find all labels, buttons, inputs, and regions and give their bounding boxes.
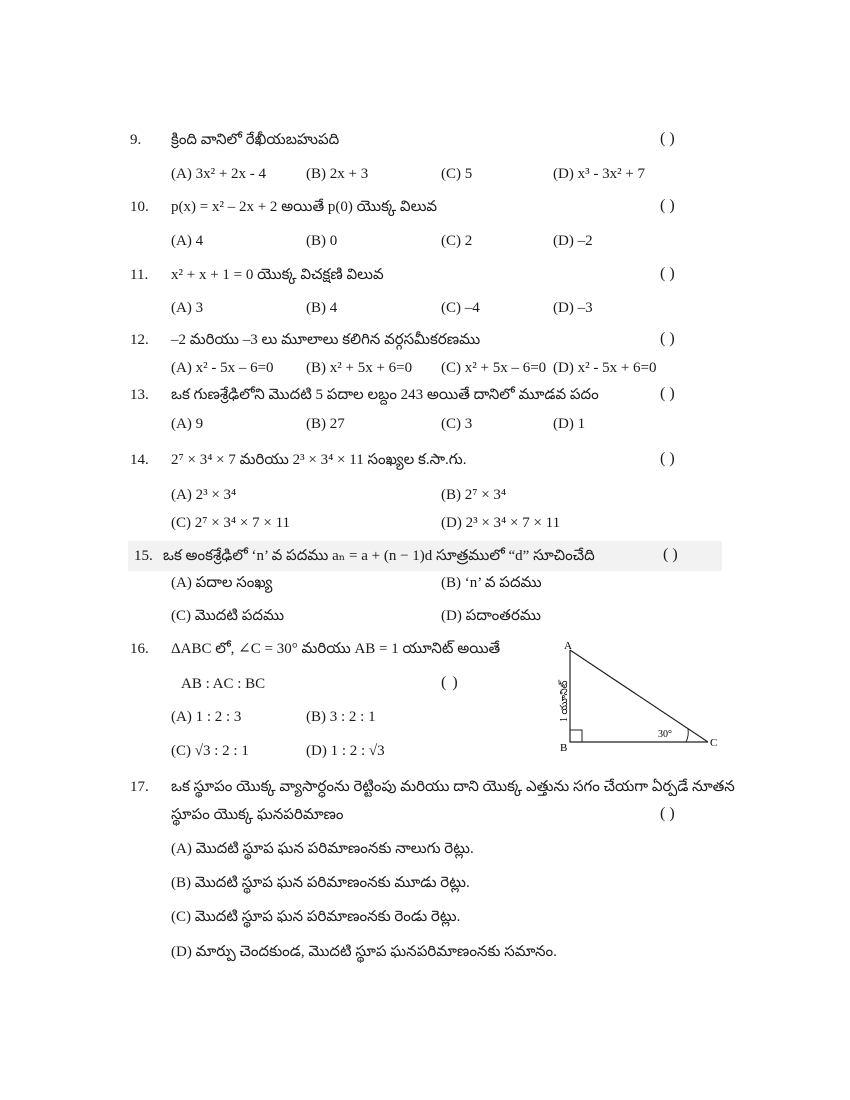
question-text: x² + x + 1 = 0 యొక్క విచక్షణి విలువ [171, 267, 384, 283]
question-text: ఒక గుణశ్రేఢిలోని మొదటి 5 పదాల లబ్దం 243 అయితే దానిలో మూడవ పదం [171, 387, 599, 403]
question-number: 14. [130, 452, 149, 468]
option-c: (C) 5 [441, 166, 473, 182]
option-c: (C) x² + 5x – 6=0 [441, 360, 547, 376]
question-text: ఒక అంకశ్రేఢిలో ‘n’ వ పదము aₙ = a + (n − 1)d సూత్రములో “d” సూచించేది [163, 548, 595, 564]
question-number: 16. [130, 641, 149, 657]
question-text: –2 మరియు –3 లు మూలాలు కలిగిన వర్గసమీకరణము [171, 332, 481, 348]
option-b: (B) 2⁷ × 3⁴ [441, 487, 507, 503]
question-text: క్రింది వానిలో రేఖీయబహుపది [171, 132, 340, 148]
question-text: p(x) = x² – 2x + 2 అయితే p(0) యొక్క విలువ [171, 199, 438, 215]
option-b: (B) ‘n’ వ పదము [441, 575, 542, 591]
answer-blank: ( ) [660, 450, 675, 467]
question-text: 2⁷ × 3⁴ × 7 మరియు 2³ × 3⁴ × 11 సంఖ్యల క.సా.గు. [171, 452, 467, 468]
option-c: (C) √3 : 2 : 1 [171, 743, 249, 759]
side-ac [570, 650, 708, 742]
answer-blank: ( ) [660, 805, 675, 822]
option-c: (C) 2⁷ × 3⁴ × 7 × 11 [171, 515, 291, 531]
question-text: ఒక స్థూపం యొక్క వ్యాసార్ధంను రెట్టింపు మరియు దాని యొక్క ఎత్తును సగం చేయగా ఏర్పడే నూతన [171, 779, 735, 795]
option-d: (D) –3 [553, 300, 593, 316]
question-text-continued: స్థూపం యొక్క ఘనపరిమాణం [171, 807, 344, 823]
angle-c-label: 30° [658, 729, 672, 740]
option-a: (A) x² - 5x – 6=0 [171, 360, 274, 376]
answer-blank: ( ) [660, 265, 675, 282]
option-d: (D) x² - 5x + 6=0 [553, 360, 657, 376]
option-a: (A) 4 [171, 233, 204, 249]
vertex-a-label: A [564, 640, 572, 652]
question-number: 13. [130, 387, 149, 403]
option-d: (D) 1 [553, 416, 586, 432]
option-c: (C) 2 [441, 233, 473, 249]
option-d: (D) –2 [553, 233, 593, 249]
option-d: (D) 2³ × 3⁴ × 7 × 11 [441, 515, 561, 531]
option-d: (D) x³ - 3x² + 7 [553, 166, 646, 182]
option-a: (A) 9 [171, 416, 204, 432]
question-number: 15. [134, 548, 153, 564]
option-b: (B) 3 : 2 : 1 [306, 709, 376, 725]
option-c: (C) –4 [441, 300, 480, 316]
right-angle-mark [570, 730, 582, 742]
answer-blank: ( ) [660, 385, 675, 402]
question-number: 17. [130, 779, 149, 795]
option-d: (D) 1 : 2 : √3 [306, 743, 385, 759]
option-b: (B) x² + 5x + 6=0 [306, 360, 413, 376]
option-a: (A) 3 [171, 300, 204, 316]
right-triangle-figure [540, 638, 725, 756]
option-d: (D) మార్పు చెందకుండ, మొదటి స్థూప ఘనపరిమాణంనకు సమానం. [171, 944, 557, 960]
vertex-b-label: B [560, 742, 568, 754]
angle-c-arc [686, 729, 688, 742]
option-a: (A) పదాల సంఖ్య [171, 575, 273, 591]
option-b: (B) మొదటి స్థూప ఘన పరిమాణంనకు మూడు రెట్లు. [171, 875, 470, 891]
option-d: (D) పదాంతరము [441, 608, 541, 624]
answer-blank: ( ) [660, 197, 675, 214]
option-c: (C) 3 [441, 416, 473, 432]
answer-blank: ( ) [660, 330, 675, 347]
option-b: (B) 27 [306, 416, 345, 432]
question-text: ΔABC లో, ∠C = 30° మరియు AB = 1 యూనిట్ అయితే [171, 641, 501, 657]
vertex-c-label: C [710, 737, 718, 749]
answer-blank: ( ) [441, 674, 459, 691]
option-c: (C) మొదటి పదము [171, 608, 285, 624]
question-16-ratio: AB : AC : BC [181, 676, 266, 692]
option-a: (A) 1 : 2 : 3 [171, 709, 242, 725]
question-number: 12. [130, 332, 149, 348]
option-a: (A) మొదటి స్థూప ఘన పరిమాణంనకు నాలుగు రెట్లు. [171, 841, 474, 857]
option-b: (B) 0 [306, 233, 338, 249]
option-a: (A) 2³ × 3⁴ [171, 487, 237, 503]
answer-blank: ( ) [663, 546, 678, 563]
option-b: (B) 2x + 3 [306, 166, 369, 182]
option-a: (A) 3x² + 2x - 4 [171, 166, 267, 182]
question-number: 10. [130, 199, 149, 215]
side-ab-label: 1 యూనిట్ [559, 680, 570, 722]
question-number: 9. [130, 132, 142, 148]
question-number: 11. [130, 267, 149, 283]
answer-blank: ( ) [660, 130, 675, 147]
option-c: (C) మొదటి స్థూప ఘన పరిమాణంనకు రెండు రెట్లు. [171, 909, 461, 925]
option-b: (B) 4 [306, 300, 338, 316]
